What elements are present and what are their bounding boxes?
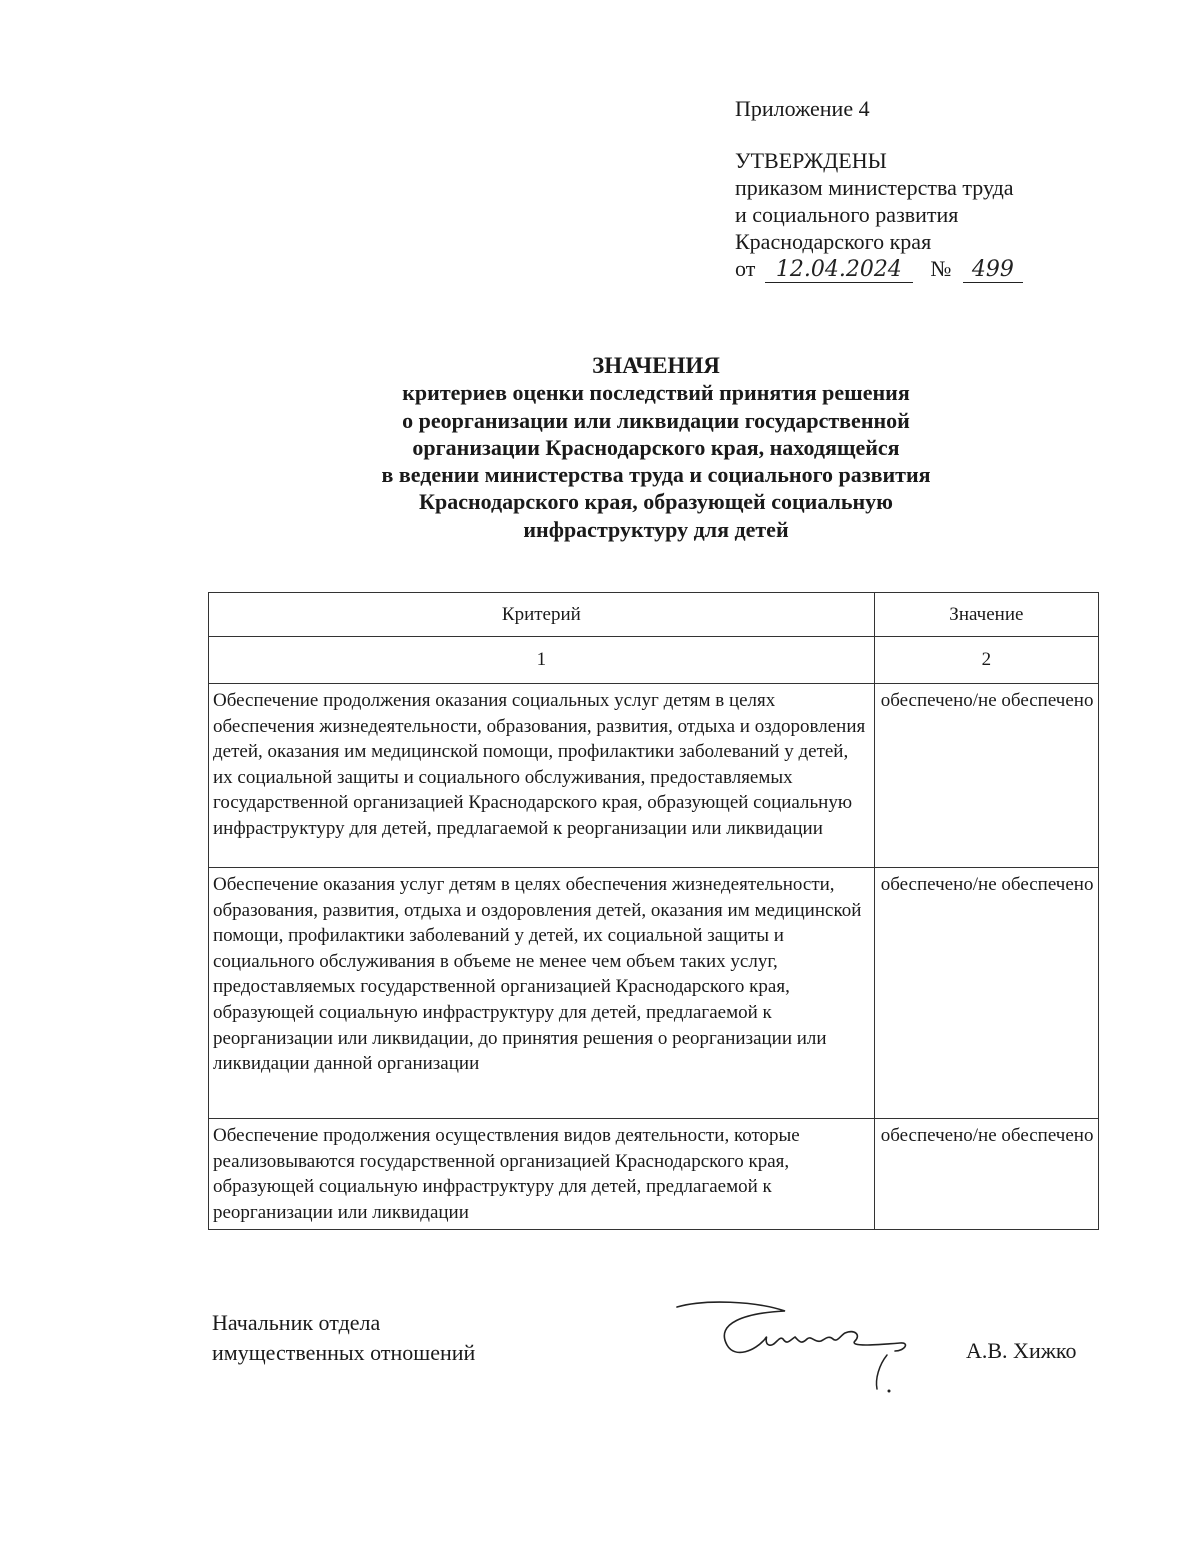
table-header-row [209,593,1099,637]
approval-line-1: приказом министерства труда [735,175,1014,200]
value-text: обеспечено/не обеспечено [880,1125,1094,1146]
number-prefix: № [930,256,952,281]
approval-block [735,95,1135,283]
approval-date-line [735,255,1135,283]
document-title [250,352,1062,543]
title-line: Краснодарского края, образующей социальную [419,489,893,515]
handwritten-number: 499 [963,258,1023,283]
signer-name: А.В. Хижко [966,1338,1077,1363]
value-cell [874,684,1098,868]
title-line: организации Краснодарского края, находящейся [412,434,900,460]
value-text: обеспечено/не обеспечено [880,690,1094,711]
criterion-cell [209,684,875,868]
title-line: в ведении министерства труда и социального развития [381,462,931,488]
handwritten-signature [665,1295,935,1405]
approved-label: УТВЕРЖДЕНЫ [735,148,887,173]
title-heading: ЗНАЧЕНИЯ [592,353,720,378]
title-line: критериев оценки последствий принятия решения [402,380,910,406]
table-row [209,1119,1099,1230]
criterion-cell [209,868,875,1119]
column-number-row [209,637,1099,684]
table-row [209,868,1099,1119]
value-cell [874,868,1098,1119]
table-row [209,684,1099,868]
signer-position [212,1308,475,1368]
approval-line-3: Краснодарского края [735,229,932,254]
column-number: 2 [874,637,1098,684]
criterion-cell [209,1119,875,1230]
criterion-text: Обеспечение продолжения оказания социальных услуг детям в целях обеспечения жизнедеятельности, образования, развития, отдыха и оздоровления детей, оказания им медицинской помощи, профилактики заболеваний у детей, их социальной защиты и социального обслуживания, предоставляемых государственной организацией Краснодарского края, образующей социальную инфраструктуру для детей, предлагаемой к реорганизации или ликвидации [213,690,866,839]
title-line: о реорганизации или ликвидации государственной [402,407,910,433]
position-line-2: имущественных отношений [212,1340,476,1365]
criterion-text: Обеспечение продолжения осуществления видов деятельности, которые реализовываются государственной организацией Краснодарского края, образующей социальную инфраструктуру для детей, предлагаемой к реорганизации или ликвидации [213,1125,800,1223]
value-cell [874,1119,1098,1230]
date-prefix: от [735,256,756,281]
criteria-table [208,592,1099,1230]
handwritten-date: 12.04.2024 [765,258,913,283]
appendix-label: Приложение 4 [735,96,870,121]
column-number: 1 [209,637,875,684]
header-criterion: Критерий [209,593,875,637]
title-line: инфраструктуру для детей [523,516,789,542]
header-value: Значение [874,593,1098,637]
value-text: обеспечено/не обеспечено [880,874,1094,895]
criterion-text: Обеспечение оказания услуг детям в целях обеспечения жизнедеятельности, образования, развития, отдыха и оздоровления детей, оказания им медицинской помощи, профилактики заболеваний у детей, их социальной защиты и социального обслуживания в объеме не менее чем объем таких услуг, предоставляемых государственной организацией Краснодарского края, образующей социальную инфраструктуру для детей, предлагаемой к реорганизации или ликвидации, до принятия решения о реорганизации или ликвидации данной организации [213,874,862,1075]
position-line-1: Начальник отдела [212,1310,381,1335]
approval-line-2: и социального развития [735,202,959,227]
